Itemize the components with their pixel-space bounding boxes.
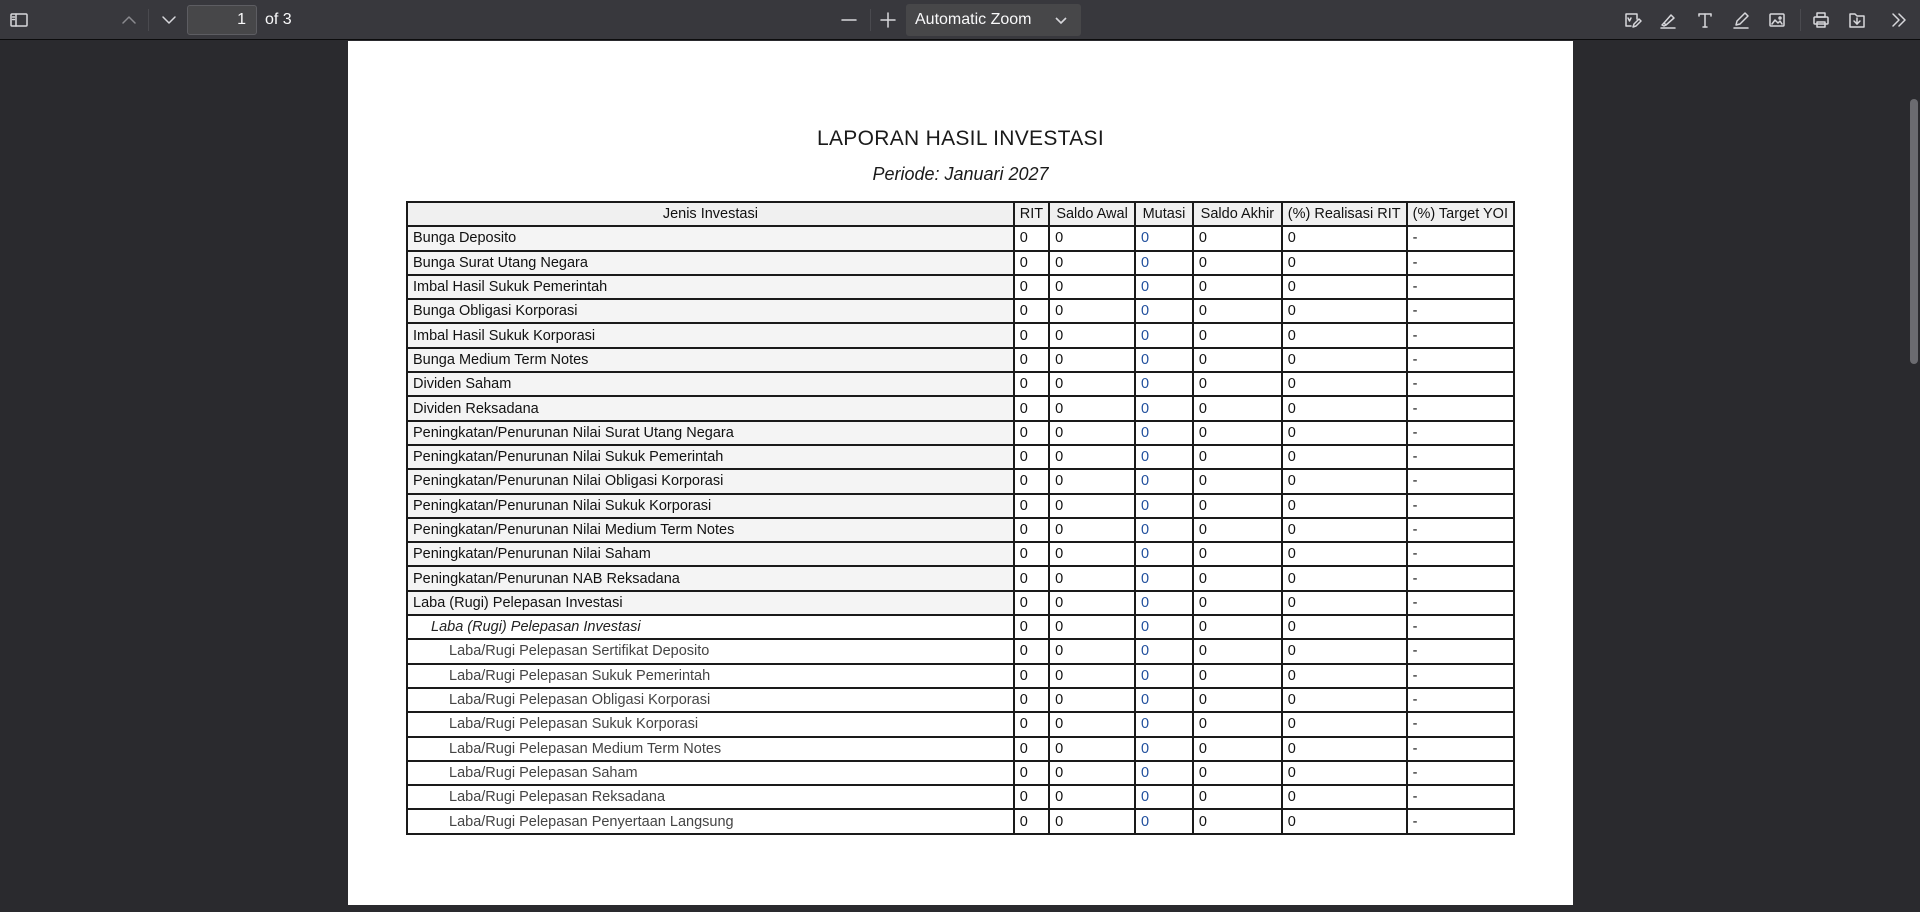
mutasi-cell: 0 — [1135, 251, 1193, 275]
investment-type-cell: Laba/Rugi Pelepasan Penyertaan Langsung — [407, 809, 1014, 833]
rit-cell: 0 — [1014, 494, 1049, 518]
investment-type-cell: Laba/Rugi Pelepasan Sukuk Pemerintah — [407, 664, 1014, 688]
target-cell: - — [1407, 518, 1514, 542]
target-cell: - — [1407, 542, 1514, 566]
saldo-awal-cell: 0 — [1049, 712, 1135, 736]
mutasi-cell: 0 — [1135, 785, 1193, 809]
rit-cell: 0 — [1014, 445, 1049, 469]
print-icon[interactable] — [1806, 5, 1836, 35]
saldo-akhir-cell: 0 — [1193, 785, 1282, 809]
realisasi-cell: 0 — [1282, 737, 1407, 761]
mutasi-cell: 0 — [1135, 494, 1193, 518]
double-chevron-right-icon[interactable] — [1884, 5, 1914, 35]
investment-type-cell: Laba (Rugi) Pelepasan Investasi — [407, 591, 1014, 615]
zoom-select-label: Automatic Zoom — [915, 11, 1032, 28]
draw-icon[interactable] — [1726, 5, 1756, 35]
rit-cell: 0 — [1014, 688, 1049, 712]
realisasi-cell: 0 — [1282, 396, 1407, 420]
saldo-awal-cell: 0 — [1049, 542, 1135, 566]
realisasi-cell: 0 — [1282, 809, 1407, 833]
saldo-awal-cell: 0 — [1049, 299, 1135, 323]
investment-type-cell: Dividen Saham — [407, 372, 1014, 396]
investment-table — [406, 201, 1515, 835]
investment-type-cell: Laba/Rugi Pelepasan Reksadana — [407, 785, 1014, 809]
rit-cell: 0 — [1014, 226, 1049, 250]
table-row — [407, 639, 1514, 663]
vertical-scrollbar[interactable] — [1910, 99, 1918, 364]
investment-type-cell: Laba/Rugi Pelepasan Sukuk Korporasi — [407, 712, 1014, 736]
saldo-akhir-cell: 0 — [1193, 518, 1282, 542]
table-row — [407, 445, 1514, 469]
realisasi-cell: 0 — [1282, 518, 1407, 542]
saldo-awal-cell: 0 — [1049, 761, 1135, 785]
target-cell: - — [1407, 226, 1514, 250]
column-header: (%) Realisasi RIT — [1282, 202, 1407, 226]
realisasi-cell: 0 — [1282, 566, 1407, 590]
table-row — [407, 251, 1514, 275]
target-cell: - — [1407, 275, 1514, 299]
realisasi-cell: 0 — [1282, 542, 1407, 566]
target-cell: - — [1407, 761, 1514, 785]
saldo-awal-cell: 0 — [1049, 372, 1135, 396]
rit-cell: 0 — [1014, 785, 1049, 809]
investment-type-cell: Imbal Hasil Sukuk Korporasi — [407, 323, 1014, 347]
target-cell: - — [1407, 396, 1514, 420]
rit-cell: 0 — [1014, 299, 1049, 323]
table-row — [407, 226, 1514, 250]
mutasi-cell: 0 — [1135, 809, 1193, 833]
target-cell: - — [1407, 299, 1514, 323]
rit-cell: 0 — [1014, 421, 1049, 445]
rit-cell: 0 — [1014, 566, 1049, 590]
rit-cell: 0 — [1014, 396, 1049, 420]
realisasi-cell: 0 — [1282, 323, 1407, 347]
mutasi-cell: 0 — [1135, 323, 1193, 347]
saldo-awal-cell: 0 — [1049, 226, 1135, 250]
mutasi-cell: 0 — [1135, 591, 1193, 615]
target-cell: - — [1407, 566, 1514, 590]
saldo-akhir-cell: 0 — [1193, 737, 1282, 761]
table-row — [407, 323, 1514, 347]
target-cell: - — [1407, 421, 1514, 445]
investment-type-cell: Peningkatan/Penurunan Nilai Saham — [407, 542, 1014, 566]
investment-type-cell: Peningkatan/Penurunan Nilai Medium Term Notes — [407, 518, 1014, 542]
rit-cell: 0 — [1014, 518, 1049, 542]
mutasi-cell: 0 — [1135, 275, 1193, 299]
realisasi-cell: 0 — [1282, 688, 1407, 712]
realisasi-cell: 0 — [1282, 785, 1407, 809]
saldo-akhir-cell: 0 — [1193, 299, 1282, 323]
saldo-akhir-cell: 0 — [1193, 591, 1282, 615]
realisasi-cell: 0 — [1282, 275, 1407, 299]
saldo-awal-cell: 0 — [1049, 275, 1135, 299]
saldo-akhir-cell: 0 — [1193, 396, 1282, 420]
saldo-akhir-cell: 0 — [1193, 566, 1282, 590]
saldo-awal-cell: 0 — [1049, 396, 1135, 420]
investment-type-cell: Bunga Deposito — [407, 226, 1014, 250]
rit-cell: 0 — [1014, 469, 1049, 493]
saldo-akhir-cell: 0 — [1193, 445, 1282, 469]
target-cell: - — [1407, 664, 1514, 688]
target-cell: - — [1407, 737, 1514, 761]
saldo-akhir-cell: 0 — [1193, 809, 1282, 833]
realisasi-cell: 0 — [1282, 761, 1407, 785]
realisasi-cell: 0 — [1282, 591, 1407, 615]
saldo-awal-cell: 0 — [1049, 688, 1135, 712]
mutasi-cell: 0 — [1135, 542, 1193, 566]
saldo-awal-cell: 0 — [1049, 323, 1135, 347]
saldo-awal-cell: 0 — [1049, 664, 1135, 688]
target-cell: - — [1407, 372, 1514, 396]
column-header: (%) Target YOI — [1407, 202, 1514, 226]
investment-type-cell: Imbal Hasil Sukuk Pemerintah — [407, 275, 1014, 299]
page-number-input[interactable] — [187, 5, 257, 35]
realisasi-cell: 0 — [1282, 299, 1407, 323]
chevron-down-icon — [1051, 10, 1071, 30]
table-row — [407, 761, 1514, 785]
target-cell: - — [1407, 688, 1514, 712]
realisasi-cell: 0 — [1282, 348, 1407, 372]
column-header: Jenis Investasi — [407, 202, 1014, 226]
rit-cell: 0 — [1014, 275, 1049, 299]
saldo-akhir-cell: 0 — [1193, 469, 1282, 493]
text-icon[interactable] — [1690, 5, 1720, 35]
table-row — [407, 421, 1514, 445]
investment-type-cell: Peningkatan/Penurunan Nilai Surat Utang Negara — [407, 421, 1014, 445]
document-period: Periode: Januari 2027 — [872, 164, 1049, 184]
rit-cell: 0 — [1014, 251, 1049, 275]
table-row — [407, 737, 1514, 761]
sidebar-toggle-icon[interactable] — [4, 5, 34, 35]
mutasi-cell: 0 — [1135, 737, 1193, 761]
saldo-akhir-cell: 0 — [1193, 639, 1282, 663]
saldo-awal-cell: 0 — [1049, 785, 1135, 809]
signature-icon[interactable] — [1617, 5, 1647, 35]
saldo-akhir-cell: 0 — [1193, 664, 1282, 688]
saldo-akhir-cell: 0 — [1193, 712, 1282, 736]
mutasi-cell: 0 — [1135, 664, 1193, 688]
target-cell: - — [1407, 469, 1514, 493]
mutasi-cell: 0 — [1135, 226, 1193, 250]
saldo-akhir-cell: 0 — [1193, 421, 1282, 445]
investment-type-cell: Peningkatan/Penurunan Nilai Sukuk Korporasi — [407, 494, 1014, 518]
table-row — [407, 348, 1514, 372]
column-header: Saldo Awal — [1049, 202, 1135, 226]
table-row — [407, 542, 1514, 566]
saldo-awal-cell: 0 — [1049, 566, 1135, 590]
saldo-akhir-cell: 0 — [1193, 372, 1282, 396]
target-cell: - — [1407, 712, 1514, 736]
rit-cell: 0 — [1014, 809, 1049, 833]
saldo-awal-cell: 0 — [1049, 737, 1135, 761]
realisasi-cell: 0 — [1282, 712, 1407, 736]
mutasi-cell: 0 — [1135, 445, 1193, 469]
table-row — [407, 664, 1514, 688]
column-header: Saldo Akhir — [1193, 202, 1282, 226]
table-row — [407, 712, 1514, 736]
mutasi-cell: 0 — [1135, 615, 1193, 639]
chevron-up-icon[interactable] — [114, 5, 144, 35]
rit-cell: 0 — [1014, 615, 1049, 639]
saldo-awal-cell: 0 — [1049, 615, 1135, 639]
mutasi-cell: 0 — [1135, 469, 1193, 493]
zoom-select[interactable] — [906, 4, 1081, 36]
investment-type-cell: Bunga Obligasi Korporasi — [407, 299, 1014, 323]
target-cell: - — [1407, 809, 1514, 833]
table-row — [407, 591, 1514, 615]
saldo-akhir-cell: 0 — [1193, 275, 1282, 299]
realisasi-cell: 0 — [1282, 226, 1407, 250]
mutasi-cell: 0 — [1135, 518, 1193, 542]
rit-cell: 0 — [1014, 348, 1049, 372]
column-header: RIT — [1014, 202, 1049, 226]
realisasi-cell: 0 — [1282, 494, 1407, 518]
saldo-awal-cell: 0 — [1049, 639, 1135, 663]
download-icon[interactable] — [1842, 5, 1872, 35]
investment-type-cell: Laba/Rugi Pelepasan Saham — [407, 761, 1014, 785]
rit-cell: 0 — [1014, 761, 1049, 785]
rit-cell: 0 — [1014, 664, 1049, 688]
table-row — [407, 299, 1514, 323]
realisasi-cell: 0 — [1282, 615, 1407, 639]
saldo-akhir-cell: 0 — [1193, 688, 1282, 712]
saldo-awal-cell: 0 — [1049, 809, 1135, 833]
saldo-awal-cell: 0 — [1049, 348, 1135, 372]
target-cell: - — [1407, 323, 1514, 347]
plus-icon[interactable] — [873, 5, 903, 35]
table-row — [407, 469, 1514, 493]
mutasi-cell: 0 — [1135, 712, 1193, 736]
target-cell: - — [1407, 615, 1514, 639]
saldo-awal-cell: 0 — [1049, 494, 1135, 518]
table-header-row — [407, 202, 1514, 226]
saldo-awal-cell: 0 — [1049, 591, 1135, 615]
investment-type-cell: Laba (Rugi) Pelepasan Investasi — [407, 615, 1014, 639]
saldo-akhir-cell: 0 — [1193, 615, 1282, 639]
rit-cell: 0 — [1014, 372, 1049, 396]
table-row — [407, 518, 1514, 542]
target-cell: - — [1407, 445, 1514, 469]
rit-cell: 0 — [1014, 591, 1049, 615]
realisasi-cell: 0 — [1282, 639, 1407, 663]
page-count-label: of 3 — [265, 11, 292, 28]
table-row — [407, 396, 1514, 420]
target-cell: - — [1407, 494, 1514, 518]
mutasi-cell: 0 — [1135, 299, 1193, 323]
mutasi-cell: 0 — [1135, 421, 1193, 445]
table-body — [407, 226, 1514, 833]
target-cell: - — [1407, 639, 1514, 663]
document-viewer[interactable] — [0, 41, 1920, 912]
realisasi-cell: 0 — [1282, 372, 1407, 396]
image-icon[interactable] — [1762, 5, 1792, 35]
investment-type-cell: Peningkatan/Penurunan Nilai Sukuk Pemerintah — [407, 445, 1014, 469]
table-row — [407, 785, 1514, 809]
investment-type-cell: Bunga Medium Term Notes — [407, 348, 1014, 372]
saldo-akhir-cell: 0 — [1193, 251, 1282, 275]
mutasi-cell: 0 — [1135, 639, 1193, 663]
table-row — [407, 809, 1514, 833]
saldo-akhir-cell: 0 — [1193, 761, 1282, 785]
target-cell: - — [1407, 785, 1514, 809]
column-header: Mutasi — [1135, 202, 1193, 226]
toolbar-separator — [870, 9, 871, 31]
target-cell: - — [1407, 251, 1514, 275]
saldo-awal-cell: 0 — [1049, 469, 1135, 493]
saldo-awal-cell: 0 — [1049, 518, 1135, 542]
chevron-down-icon[interactable] — [154, 5, 184, 35]
saldo-awal-cell: 0 — [1049, 421, 1135, 445]
saldo-awal-cell: 0 — [1049, 445, 1135, 469]
saldo-akhir-cell: 0 — [1193, 348, 1282, 372]
realisasi-cell: 0 — [1282, 251, 1407, 275]
investment-type-cell: Laba/Rugi Pelepasan Medium Term Notes — [407, 737, 1014, 761]
investment-type-cell: Bunga Surat Utang Negara — [407, 251, 1014, 275]
toolbar-separator — [1800, 9, 1801, 31]
rit-cell: 0 — [1014, 712, 1049, 736]
realisasi-cell: 0 — [1282, 445, 1407, 469]
rit-cell: 0 — [1014, 542, 1049, 566]
pdf-page — [348, 41, 1573, 905]
mutasi-cell: 0 — [1135, 372, 1193, 396]
mutasi-cell: 0 — [1135, 566, 1193, 590]
saldo-akhir-cell: 0 — [1193, 323, 1282, 347]
investment-type-cell: Laba/Rugi Pelepasan Sertifikat Deposito — [407, 639, 1014, 663]
mutasi-cell: 0 — [1135, 396, 1193, 420]
table-row — [407, 615, 1514, 639]
table-row — [407, 566, 1514, 590]
mutasi-cell: 0 — [1135, 761, 1193, 785]
investment-type-cell: Laba/Rugi Pelepasan Obligasi Korporasi — [407, 688, 1014, 712]
table-row — [407, 494, 1514, 518]
pdf-toolbar — [0, 0, 1920, 40]
minus-icon[interactable] — [834, 5, 864, 35]
investment-type-cell: Peningkatan/Penurunan NAB Reksadana — [407, 566, 1014, 590]
investment-type-cell: Dividen Reksadana — [407, 396, 1014, 420]
realisasi-cell: 0 — [1282, 421, 1407, 445]
rit-cell: 0 — [1014, 639, 1049, 663]
table-row — [407, 275, 1514, 299]
saldo-akhir-cell: 0 — [1193, 542, 1282, 566]
table-row — [407, 372, 1514, 396]
realisasi-cell: 0 — [1282, 469, 1407, 493]
target-cell: - — [1407, 591, 1514, 615]
realisasi-cell: 0 — [1282, 664, 1407, 688]
toolbar-separator — [148, 9, 149, 31]
rit-cell: 0 — [1014, 737, 1049, 761]
table-row — [407, 688, 1514, 712]
saldo-awal-cell: 0 — [1049, 251, 1135, 275]
rit-cell: 0 — [1014, 323, 1049, 347]
target-cell: - — [1407, 348, 1514, 372]
saldo-akhir-cell: 0 — [1193, 226, 1282, 250]
mutasi-cell: 0 — [1135, 348, 1193, 372]
saldo-akhir-cell: 0 — [1193, 494, 1282, 518]
investment-type-cell: Peningkatan/Penurunan Nilai Obligasi Korporasi — [407, 469, 1014, 493]
highlight-icon[interactable] — [1653, 5, 1683, 35]
mutasi-cell: 0 — [1135, 688, 1193, 712]
document-title: LAPORAN HASIL INVESTASI — [817, 127, 1104, 150]
